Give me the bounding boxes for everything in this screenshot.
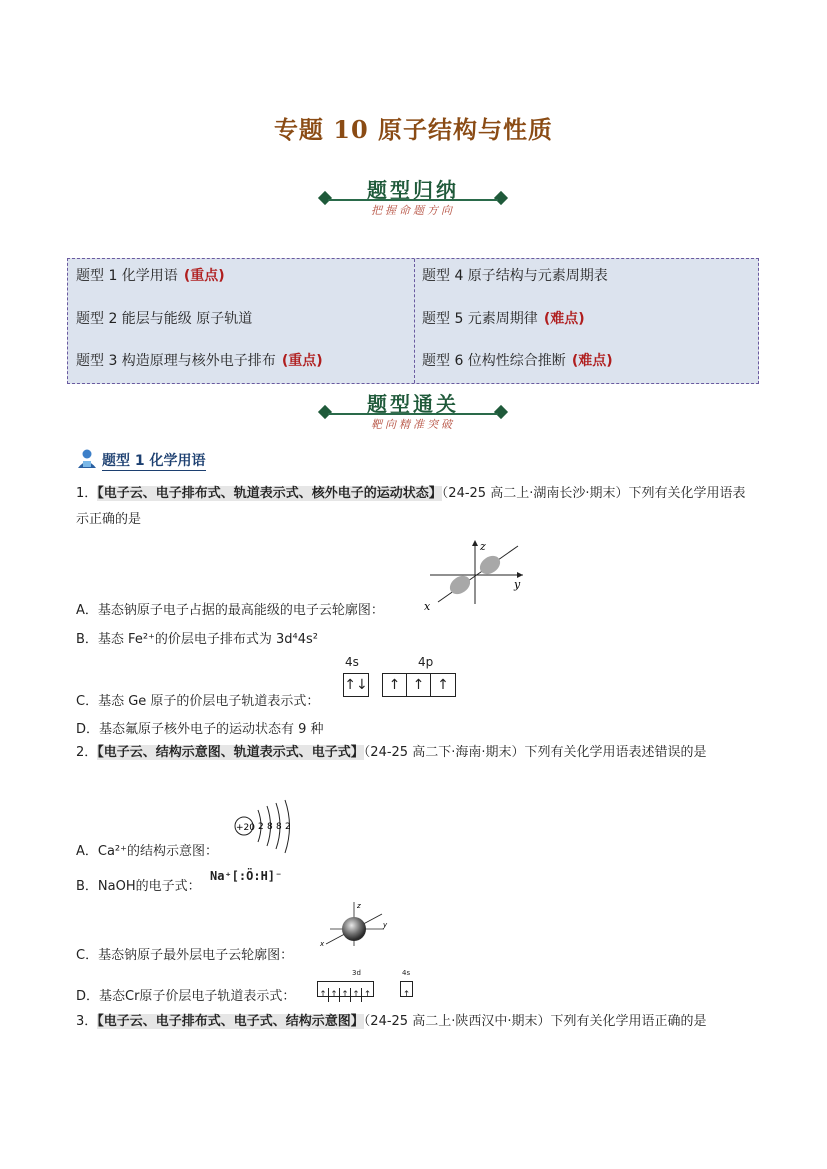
type-label: 题型 4 原子结构与元素周期表: [422, 268, 608, 284]
cr-orbital-3d-box: [317, 978, 374, 1000]
question-types-box: [67, 258, 759, 384]
question-1: [76, 481, 756, 533]
orbital-cell: ↑: [402, 989, 411, 1000]
q1-option-b: B．基态 Fe²⁺的价层电子排布式为 3d⁴4s²: [76, 632, 319, 647]
orbital-cell: ↑↓: [344, 677, 368, 693]
type-tag: (重点): [183, 268, 225, 284]
type-tag: (难点): [543, 311, 585, 327]
shell-count: 8: [276, 822, 282, 832]
nucleus-charge: +20: [236, 823, 255, 833]
orbital-cell: ↑: [318, 988, 329, 1002]
type-label: 题型 1 化学用语: [76, 268, 178, 284]
orbital-cell: ↑: [363, 989, 372, 1000]
orbital-label-3d: 3d: [352, 969, 361, 977]
question-number: 3．: [76, 1014, 98, 1029]
question-text: （24-25 高二上·陕西汉中·期末）下列有关化学用语正确的是: [363, 1014, 707, 1029]
type-item-5: [422, 308, 585, 328]
banner-sub-text: 靶向精准突破: [371, 418, 455, 431]
q2-option-b: B．NaOH的电子式：: [76, 879, 201, 894]
z-axis-label: z: [357, 902, 361, 910]
naoh-electron-formula: Na⁺[:Ö:H]⁻: [210, 869, 283, 883]
question-number: 2．: [76, 745, 98, 760]
question-tag: 【电子云、电子排布式、电子式、结构示意图】: [97, 1014, 364, 1029]
y-axis-label: y: [383, 921, 388, 929]
question-2: [76, 740, 756, 766]
banner-sub-text: 把握命题方向: [371, 204, 455, 217]
x-axis-label: x: [424, 600, 431, 613]
type-item-3: [76, 350, 323, 370]
orbital-label-4p: 4p: [418, 655, 434, 669]
type-label: 题型 6 位构性综合推断: [422, 353, 566, 369]
shell-count: 8: [267, 822, 273, 832]
question-3: [76, 1009, 756, 1035]
type-label: 题型 2 能层与能级 原子轨道: [76, 311, 253, 327]
q2-option-c: C．基态钠原子最外层电子云轮廓图：: [76, 948, 294, 963]
type-tag: (重点): [281, 353, 323, 369]
box-divider: [414, 259, 415, 383]
orbital-cell: ↑: [329, 988, 340, 1002]
type-item-2: [76, 308, 252, 328]
question-text: （24-25 高二上·湖南长沙·期末）下列有关化学用语表示正确的是: [76, 486, 746, 527]
ca-ion-structure-diagram: [232, 798, 302, 856]
cr-orbital-4s-box: [400, 978, 413, 1000]
shell-count: 2: [258, 822, 264, 832]
q2-option-d: D．基态Cr原子价层电子轨道表示式：: [76, 989, 296, 1004]
student-icon: [76, 448, 98, 470]
banner-question-types: [318, 172, 508, 222]
orbital-cell: ↑: [383, 674, 407, 696]
question-number: 1．: [76, 486, 98, 501]
type-label: 题型 3 构造原理与核外电子排布: [76, 353, 276, 369]
question-tag: 【电子云、结构示意图、轨道表示式、电子式】: [97, 745, 364, 760]
page-title: 专题 10 原子结构与性质: [273, 115, 554, 144]
type-item-6: [422, 350, 613, 370]
type-item-4: [422, 265, 608, 285]
x-axis-label: x: [320, 940, 325, 948]
s-orbital-diagram: [318, 900, 390, 950]
orbital-box-4s: [343, 673, 369, 697]
shell-count: 2: [285, 822, 291, 832]
z-axis-label: z: [480, 540, 486, 553]
orbital-box-4p: [382, 673, 456, 697]
orbital-cell: ↑: [340, 988, 351, 1002]
p-orbital-diagram: [420, 538, 535, 613]
orbital-cell: ↑: [437, 677, 449, 693]
section-title: 题型 1 化学用语: [102, 450, 206, 471]
orbital-label-4s: 4s: [402, 969, 411, 977]
q2-option-a: A．Ca²⁺的结构示意图：: [76, 844, 219, 859]
orbital-label-4s: 4s: [345, 655, 359, 669]
banner-main-text: 题型通关: [367, 392, 459, 416]
orbital-cell: ↑: [407, 674, 431, 696]
banner-main-text: 题型归纳: [367, 178, 459, 202]
type-item-1: [76, 265, 225, 285]
y-axis-label: y: [514, 578, 521, 591]
orbital-cell: ↑: [351, 988, 362, 1002]
type-tag: (难点): [571, 353, 613, 369]
q1-option-a: A．基态钠原子电子占据的最高能级的电子云轮廓图：: [76, 603, 384, 618]
q1-option-c: C．基态 Ge 原子的价层电子轨道表示式：: [76, 694, 320, 709]
q1-option-d: D．基态氟原子核外电子的运动状态有 9 种: [76, 722, 324, 737]
type-label: 题型 5 元素周期律: [422, 311, 538, 327]
question-text: （24-25 高二下·海南·期末）下列有关化学用语表述错误的是: [363, 745, 707, 760]
banner-practice: [318, 386, 508, 436]
question-tag: 【电子云、电子排布式、轨道表示式、核外电子的运动状态】: [97, 486, 442, 501]
